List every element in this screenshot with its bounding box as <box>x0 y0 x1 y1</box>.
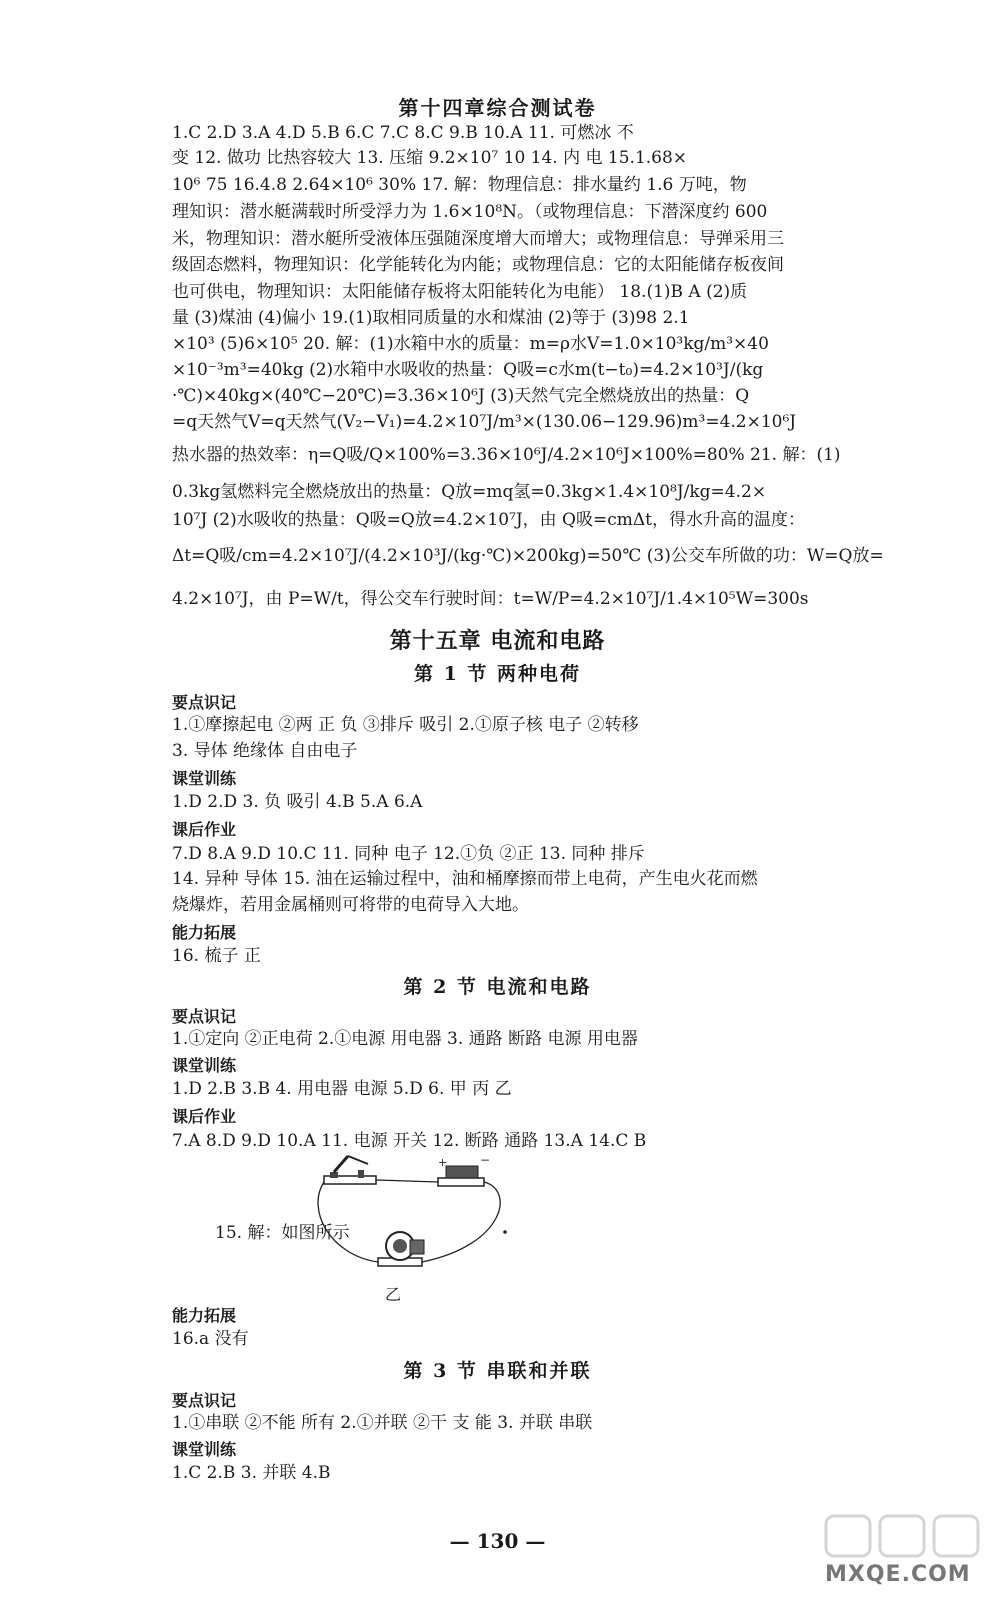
svg-text:+: + <box>438 1156 448 1169</box>
answer-line: 米，物理知识：潜水艇所受液体压强随深度增大而增大；或物理信息：导弹采用三 <box>172 229 784 249</box>
subhead-class-practice: 课堂训练 <box>172 1440 237 1459</box>
answer-line: 16.a 没有 <box>172 1329 249 1349</box>
answer-line: 热水器的热效率：η=Q吸/Q×100%=3.36×10⁶J/4.2×10⁶J×100%=80% 21. 解：(1) <box>172 445 841 465</box>
answer-line: 理知识：潜水艇满载时所受浮力为 1.6×10⁸N。（或物理信息：下潜深度约 600 <box>172 202 768 222</box>
svg-text:−: − <box>480 1153 491 1167</box>
answer-line: 1.D 2.D 3. 负 吸引 4.B 5.A 6.A <box>172 792 423 812</box>
page-number: — 130 — <box>449 1529 546 1553</box>
subhead-extension: 能力拓展 <box>172 923 237 942</box>
answer-line: 7.A 8.D 9.D 10.A 11. 电源 开关 12. 断路 通路 13.A 14.C B <box>172 1131 647 1151</box>
subhead-class-practice: 课堂训练 <box>172 769 237 788</box>
subhead-key-points: 要点识记 <box>172 693 237 712</box>
answer-line: 烧爆炸，若用金属桶则可将带的电荷导入大地。 <box>172 895 529 915</box>
answer-line: 1.C 2.B 3. 并联 4.B <box>172 1463 331 1483</box>
answer-line: 1.①摩擦起电 ②两 正 负 ③排斥 吸引 2.①原子核 电子 ②转移 <box>172 715 639 735</box>
subhead-key-points: 要点识记 <box>172 1007 237 1026</box>
answer-line: 10⁶ 75 16.4.8 2.64×10⁶ 30% 17. 解：物理信息：排水量约 1.6 万吨，物 <box>172 175 747 195</box>
motor-icon <box>378 1232 424 1266</box>
answer-line: 10⁷J (2)水吸收的热量：Q吸=Q放=4.2×10⁷J，由 Q吸=cmΔt，得水升高的温度： <box>172 510 805 530</box>
section3-title: 第 3 节 串联和并联 <box>403 1360 592 1382</box>
answer-line: ·℃)×40kg×(40℃−20℃)=3.36×10⁶J (3)天然气完全燃烧放出的热量：Q <box>172 386 750 406</box>
subhead-extension: 能力拓展 <box>172 1306 237 1325</box>
answer-line: ×10³ (5)6×10⁵ 20. 解：(1)水箱中水的质量：m=ρ水V=1.0×10³kg/m³×40 <box>172 334 769 354</box>
figure-label: 乙 <box>385 1285 402 1304</box>
section1-title: 第 1 节 两种电荷 <box>413 663 582 685</box>
answer-line: =q天然气V=q天然气(V₂−V₁)=4.2×10⁷J/m³×(130.06−129.96)m³=4.2×10⁶J <box>172 412 797 432</box>
answer-line: 4.2×10⁷J，由 P=W/t，得公交车行驶时间：t=W/P=4.2×10⁷J/1.4×10⁵W=300s <box>172 589 809 609</box>
watermark-text: MXQE.COM <box>825 1562 971 1587</box>
answer-line: 1.①串联 ②不能 所有 2.①并联 ②干 支 能 3. 并联 串联 <box>172 1413 593 1433</box>
diagram-caption: 15. 解：如图所示 <box>215 1223 350 1243</box>
answer-line: 0.3kg氢燃料完全燃烧放出的热量：Q放=mq氢=0.3kg×1.4×10⁸J/kg=4.2× <box>172 482 767 502</box>
answer-line: 1.C 2.D 3.A 4.D 5.B 6.C 7.C 8.C 9.B 10.A 11. 可燃冰 不 <box>172 123 634 143</box>
circuit-diagram <box>310 1150 530 1300</box>
switch-icon <box>324 1156 376 1184</box>
answer-line: 16. 梳子 正 <box>172 946 261 966</box>
chapter15-title: 第十五章 电流和电路 <box>389 628 606 654</box>
answer-line: 1.①定向 ②正电荷 2.①电源 用电器 3. 通路 断路 电源 用电器 <box>172 1029 638 1049</box>
answer-line: 14. 异种 导体 15. 油在运输过程中，油和桶摩擦而带上电荷，产生电火花而燃 <box>172 869 758 889</box>
subhead-key-points: 要点识记 <box>172 1391 237 1410</box>
answer-line: ×10⁻³m³=40kg (2)水箱中水吸收的热量：Q吸=c水m(t−t₀)=4.2×10³J/(kg <box>172 360 764 380</box>
battery-icon <box>438 1153 490 1186</box>
section2-title: 第 2 节 电流和电路 <box>403 976 592 998</box>
answer-line: Δt=Q吸/cm=4.2×10⁷J/(4.2×10³J/(kg·℃)×200kg)=50℃ (3)公交车所做的功：W=Q放= <box>172 546 884 566</box>
answer-line: 1.D 2.B 3.B 4. 用电器 电源 5.D 6. 甲 丙 乙 <box>172 1079 512 1099</box>
answer-line: 变 12. 做功 比热容较大 13. 压缩 9.2×10⁷ 10 14. 内 电 15.1.68× <box>172 148 688 168</box>
answer-line: 7.D 8.A 9.D 10.C 11. 同种 电子 12.①负 ②正 13. 同种 排斥 <box>172 844 645 864</box>
answer-line: 3. 导体 绝缘体 自由电子 <box>172 741 358 761</box>
answer-line: 也可供电，物理知识：太阳能储存板将太阳能转化为电能） 18.(1)B A (2)质 <box>172 282 748 302</box>
answer-line: 级固态燃料，物理知识：化学能转化为内能；或物理信息：它的太阳能储存板夜间 <box>172 255 784 275</box>
subhead-homework: 课后作业 <box>172 820 237 839</box>
subhead-homework: 课后作业 <box>172 1107 237 1126</box>
answer-line: 量 (3)煤油 (4)偏小 19.(1)取相同质量的水和煤油 (2)等于 (3)98 2.1 <box>172 308 690 328</box>
chapter14-title: 第十四章综合测试卷 <box>398 96 597 120</box>
subhead-class-practice: 课堂训练 <box>172 1056 237 1075</box>
